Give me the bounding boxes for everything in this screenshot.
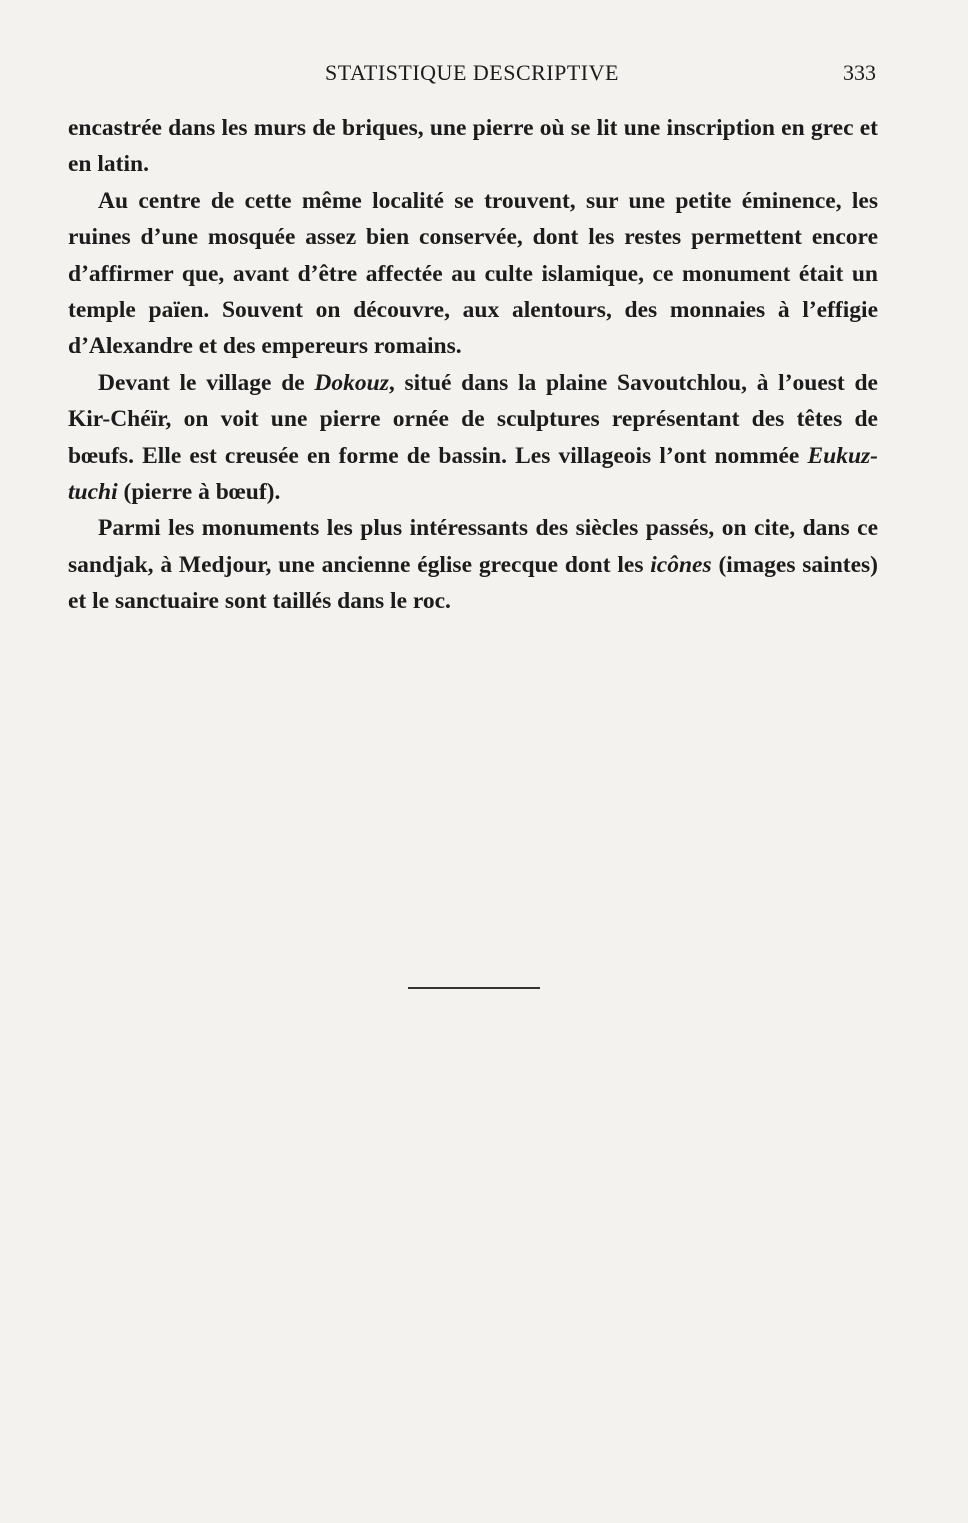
running-title: STATISTIQUE DESCRIPTIVE	[325, 60, 619, 85]
paragraph-3-text-a: Devant le village de	[98, 369, 315, 396]
term-eukuz-tuchi: Eukuz-tuchi	[68, 442, 878, 506]
place-name-dokouz: Dokouz	[314, 369, 389, 396]
paragraph-2: Au centre de cette même localité se trouvent, sur une petite éminence, les ruines d’une mosquée assez bien conservée, dont les restes permettent encore d’affirmer que, avant d’être affectée au culte islamique, ce monument était un temple païen. Souvent on découvre, aux alentours, des monnaies à l’effigie d’Alexandre et des empereurs romains.	[68, 187, 878, 360]
body-text	[68, 110, 878, 620]
paragraph-4-text-a: Parmi les monuments les plus intéressants des siècles passés, on cite, dans ce sandjak, à Medjour, une ancienne église grecque dont les	[68, 515, 878, 578]
paragraph-4-text-c: (images saintes) et le sanctuaire sont taillés dans le roc.	[68, 551, 878, 615]
term-icones: icônes	[650, 551, 712, 578]
paragraph-3-text-c: , situé dans la plaine Savoutchlou, à l’ouest de Kir-Chéïr, on voit une pierre ornée de sculptures représentant des têtes de bœufs. Elle est creusée en forme de bassin. Les villageois l’ont nommée	[68, 369, 878, 469]
page-header	[68, 60, 876, 96]
paragraph-3	[68, 365, 878, 511]
section-divider-rule	[408, 987, 540, 989]
paragraph-4	[68, 510, 878, 619]
paragraph-1: encastrée dans les murs de briques, une pierre où se lit une inscription en grec et en latin.	[68, 115, 878, 178]
paragraph-3-text-e: (pierre à bœuf).	[117, 479, 281, 506]
page-number: 333	[843, 60, 876, 85]
